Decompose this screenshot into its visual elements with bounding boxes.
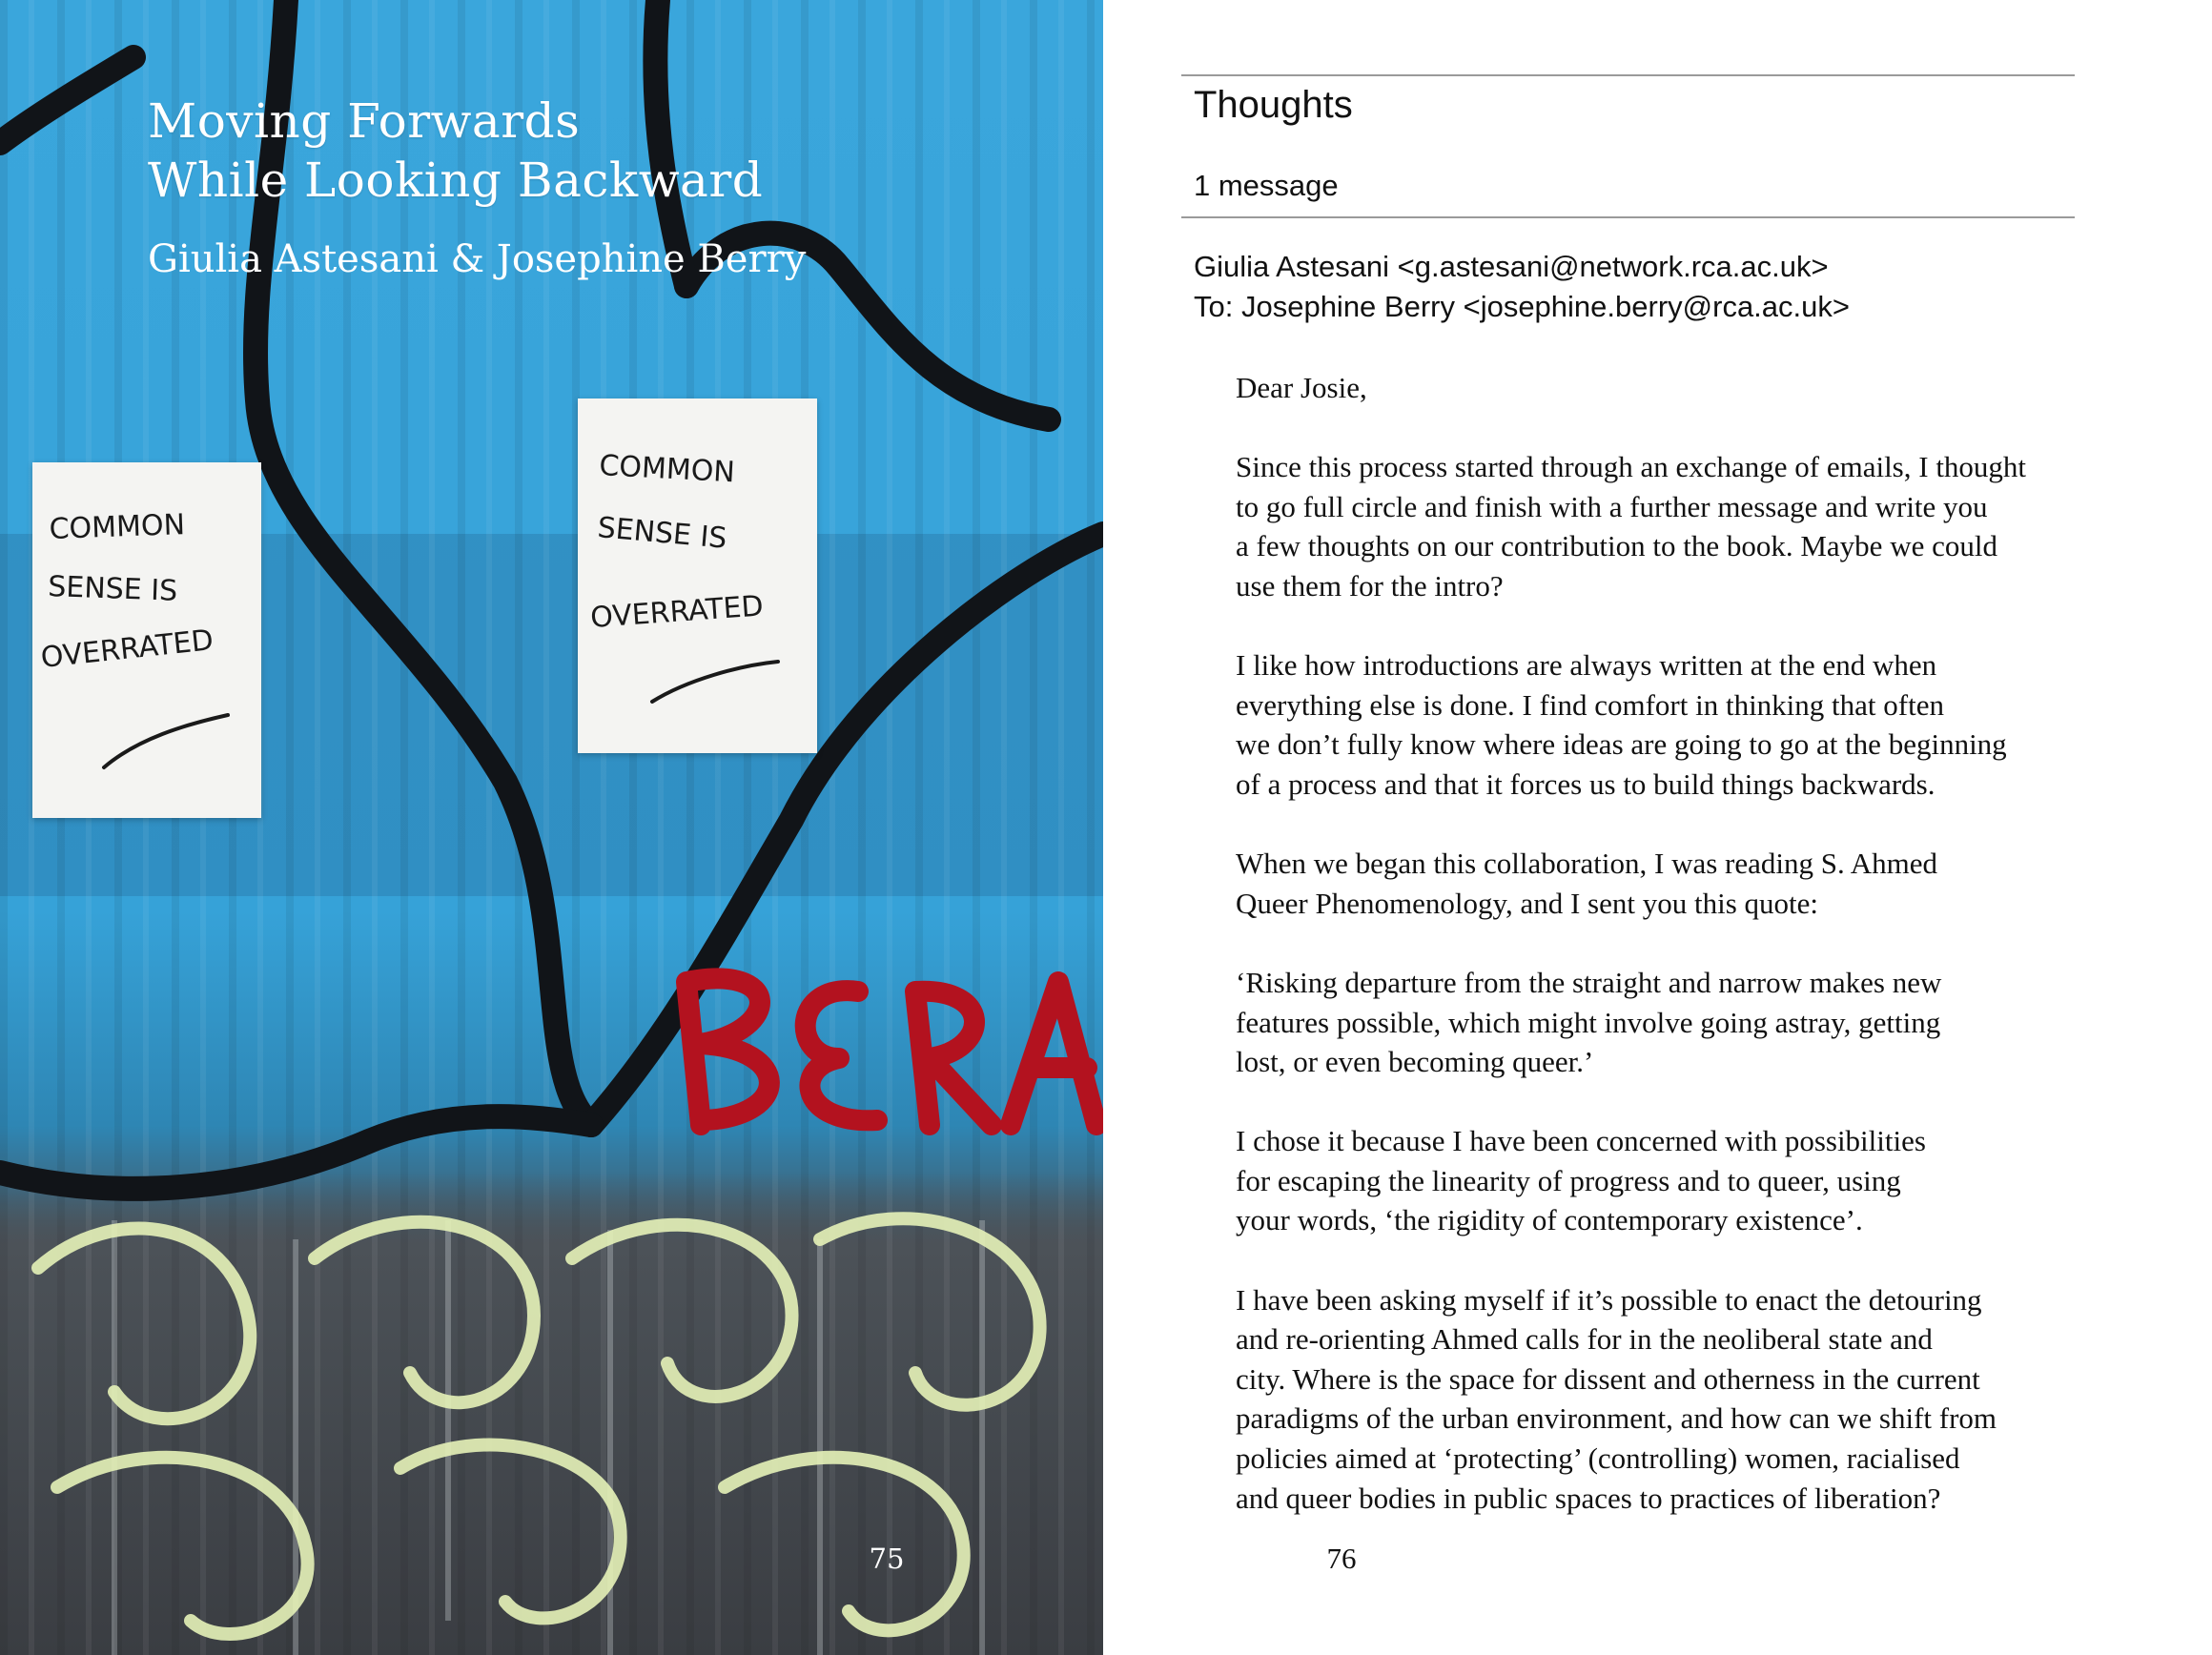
email-line: for escaping the linearity of progress and to queer, using (1236, 1163, 1901, 1197)
divider-header (1181, 216, 2075, 218)
email-line: we don’t fully know where ideas are going to go at the beginning (1236, 727, 2007, 762)
handwritten-poster-graphic (32, 462, 261, 818)
title-line-1: Moving Forwards (148, 93, 581, 149)
email-line: I chose it because I have been concerned with possibilities (1236, 1124, 1926, 1158)
email-paragraph (1236, 963, 2094, 1082)
page-number-left: 75 (869, 1543, 905, 1575)
email-paragraph (1236, 447, 2094, 605)
email-paragraph (1236, 844, 2094, 923)
email-line: I like how introductions are always written at the end when (1236, 648, 1937, 683)
poster-line: OVERRATED (39, 623, 215, 675)
poster-common-sense-left (32, 462, 261, 818)
email-line: policies aimed at ‘protecting’ (controlling) women, racialised (1236, 1441, 1960, 1476)
email-line: a few thoughts on our contribution to the book. Maybe we could (1236, 529, 1997, 563)
email-line: I have been asking myself if it’s possible to enact the detouring (1236, 1282, 1982, 1317)
poster-line: COMMON (598, 449, 736, 490)
email-paragraph (1236, 368, 2094, 408)
email-body (1236, 368, 2094, 1558)
poster-line: OVERRATED (589, 589, 765, 635)
email-line: to go full circle and finish with a further message and write you (1236, 489, 1988, 523)
email-line: lost, or even becoming queer.’ (1236, 1045, 1594, 1079)
email-paragraph (1236, 645, 2094, 804)
email-line: ‘Risking departure from the straight and narrow makes new (1236, 965, 1942, 999)
poster-line: SENSE IS (596, 511, 728, 556)
email-to: To: Josephine Berry <josephine.berry@rca.ac.uk> (1194, 290, 1850, 323)
email-line: and queer bodies in public spaces to practices of liberation? (1236, 1481, 1941, 1515)
email-line: your words, ‘the rigidity of contemporary existence’. (1236, 1203, 1863, 1237)
right-page-email (1103, 0, 2212, 1655)
email-line: paradigms of the urban environment, and how can we shift from (1236, 1401, 1997, 1436)
email-line: features possible, which might involve going astray, getting (1236, 1005, 1941, 1039)
email-line: Dear Josie, (1236, 371, 1367, 404)
email-line: use them for the intro? (1236, 568, 1504, 603)
email-line: everything else is done. I find comfort in thinking that often (1236, 687, 1944, 722)
poster-common-sense-right (578, 398, 817, 753)
email-line: Since this process started through an exchange of emails, I thought (1236, 450, 2027, 484)
email-line: When we began this collaboration, I was reading S. Ahmed (1236, 847, 1938, 881)
message-count: 1 message (1194, 169, 1339, 202)
title-line-2: While Looking Backward (148, 153, 764, 208)
email-paragraph (1236, 1280, 2094, 1519)
book-chapter-title (148, 92, 1006, 210)
chapter-authors: Giulia Astesani & Josephine Berry (148, 237, 807, 281)
poster-line: SENSE IS (47, 570, 178, 608)
email-subject: Thoughts (1194, 84, 1353, 126)
email-from: Giulia Astesani <g.astesani@network.rca.ac.uk> (1194, 250, 1829, 283)
email-paragraph (1236, 1121, 2094, 1240)
email-line: and re-orienting Ahmed calls for in the neoliberal state and (1236, 1322, 1933, 1357)
page-number-right: 76 (1326, 1542, 1357, 1575)
divider-top (1181, 74, 2075, 76)
email-line: Queer Phenomenology, and I sent you this quote: (1236, 886, 1818, 920)
handwritten-poster-graphic (578, 398, 817, 753)
poster-line: COMMON (49, 508, 186, 546)
email-line: city. Where is the space for dissent and otherness in the current (1236, 1361, 1980, 1396)
email-line: of a process and that it forces us to build things backwards. (1236, 766, 1936, 801)
left-page-photo (0, 0, 1103, 1655)
